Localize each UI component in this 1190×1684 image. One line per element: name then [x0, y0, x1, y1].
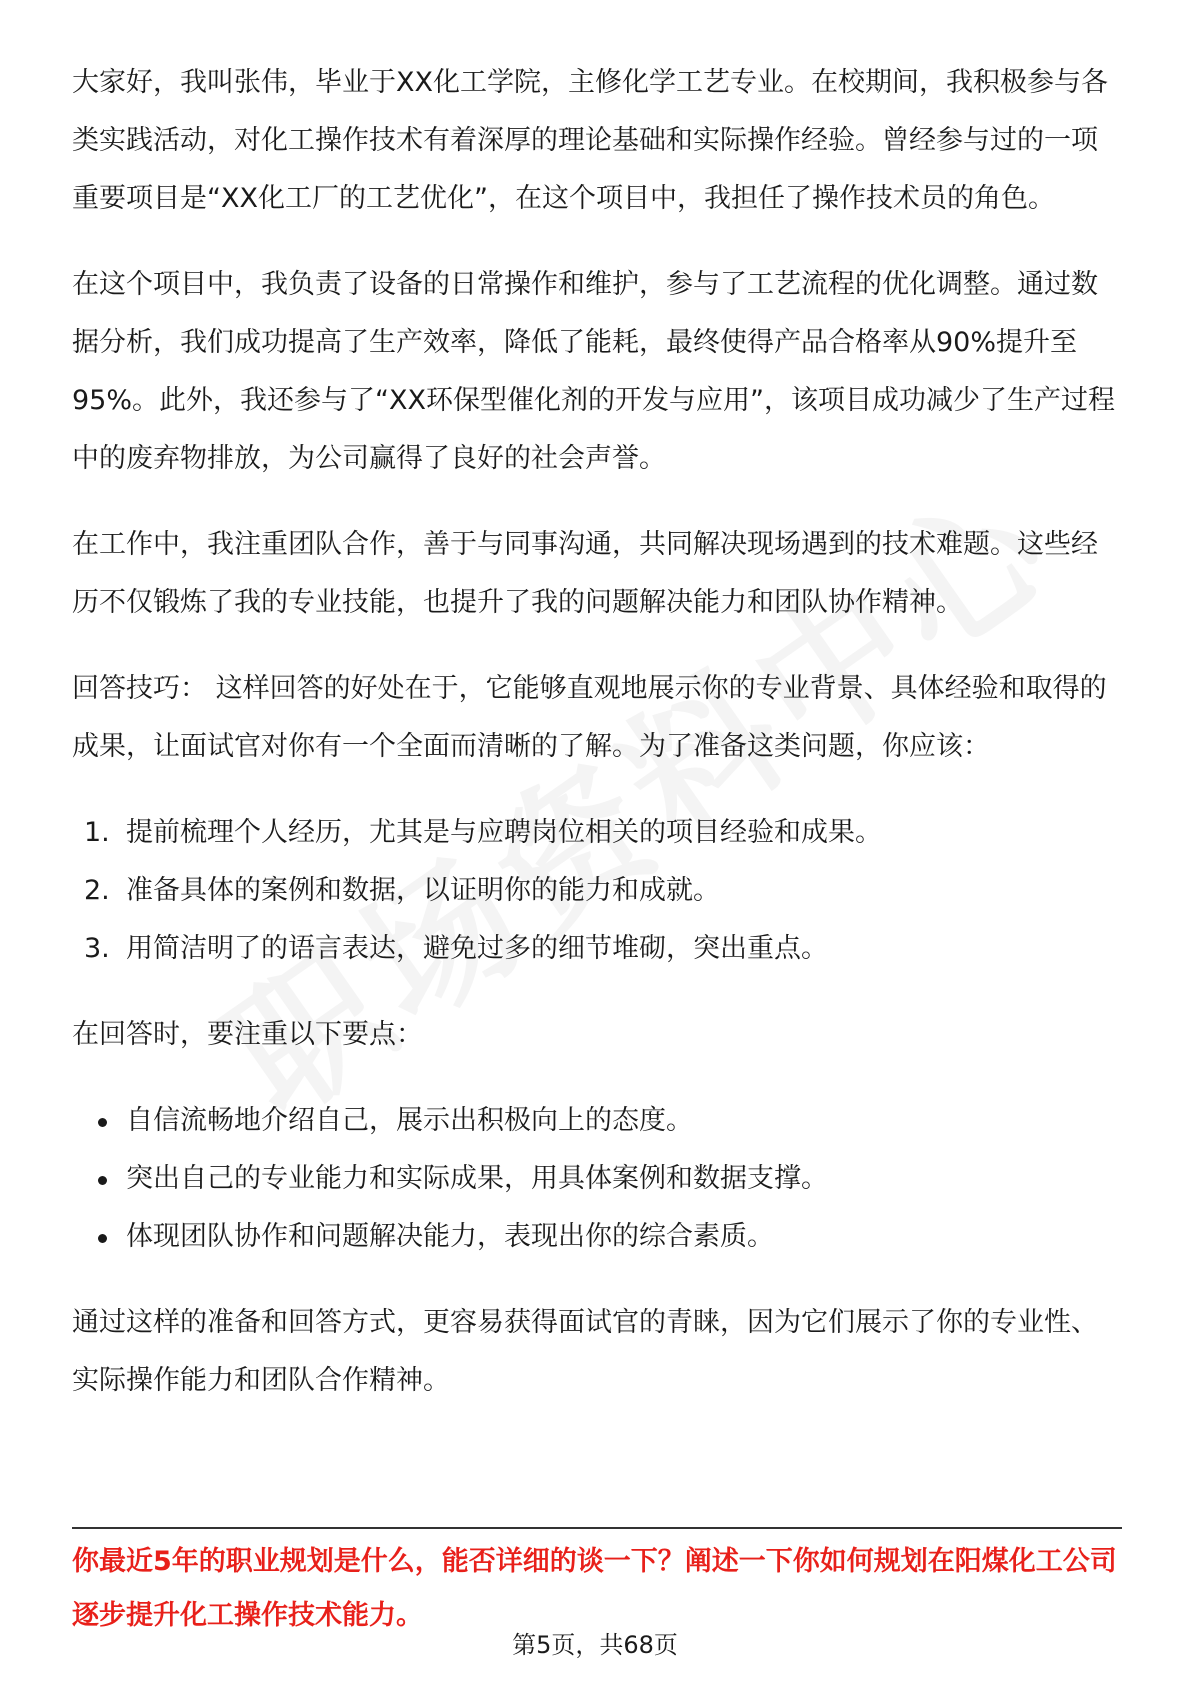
list-item	[72, 1092, 1122, 1150]
list-item	[72, 862, 1122, 920]
page-footer: 第5页，共68页	[512, 1631, 678, 1659]
list-item-text: 体现团队协作和问题解决能力，表现出你的综合素质。	[126, 1221, 774, 1252]
list-item	[72, 1150, 1122, 1208]
list-number: 1.	[84, 817, 110, 848]
list-item	[72, 804, 1122, 862]
next-question-heading: 你最近5年的职业规划是什么，能否详细的谈一下？阐述一下你如何规划在阳煤化工公司逐步提升化工操作技术能力。	[72, 1546, 1117, 1631]
bullet-icon	[98, 1118, 107, 1127]
list-item-text: 用简洁明了的语言表达，避免过多的细节堆砌，突出重点。	[126, 933, 828, 964]
paragraph-project: 在这个项目中，我负责了设备的日常操作和维护，参与了工艺流程的优化调整。通过数据分析，我们成功提高了生产效率，降低了能耗，最终使得产品合格率从90%提升至95%。此外，我还参与了“XX环保型催化剂的开发与应用”，该项目成功减少了生产过程中的废弃物排放，为公司赢得了良好的社会声誉。	[72, 269, 1115, 474]
list-number: 3.	[84, 933, 110, 964]
list-number: 2.	[84, 875, 110, 906]
paragraph-conclusion: 通过这样的准备和回答方式，更容易获得面试官的青睐，因为它们展示了你的专业性、实际操作能力和团队合作精神。	[72, 1307, 1098, 1396]
list-item-text: 提前梳理个人经历，尤其是与应聘岗位相关的项目经验和成果。	[126, 817, 882, 848]
bullet-icon	[98, 1176, 107, 1185]
bullet-icon	[98, 1234, 107, 1243]
list-item-text: 自信流畅地介绍自己，展示出积极向上的态度。	[126, 1105, 693, 1136]
preparation-list	[72, 804, 1122, 978]
list-item	[72, 1208, 1122, 1266]
list-item	[72, 920, 1122, 978]
key-points-list	[72, 1092, 1122, 1266]
list-item-text: 准备具体的案例和数据，以证明你的能力和成就。	[126, 875, 720, 906]
section-divider	[72, 1527, 1122, 1529]
list-item-text: 突出自己的专业能力和实际成果，用具体案例和数据支撑。	[126, 1163, 828, 1194]
paragraph-key-points: 在回答时，要注重以下要点：	[72, 1019, 423, 1050]
document-body	[72, 54, 1122, 1438]
paragraph-tips: 回答技巧： 这样回答的好处在于，它能够直观地展示你的专业背景、具体经验和取得的成果，让面试官对你有一个全面而清晰的了解。为了准备这类问题，你应该：	[72, 673, 1107, 762]
paragraph-teamwork: 在工作中，我注重团队合作，善于与同事沟通，共同解决现场遇到的技术难题。这些经历不仅锻炼了我的专业技能，也提升了我的问题解决能力和团队协作精神。	[72, 529, 1098, 618]
paragraph-intro: 大家好，我叫张伟，毕业于XX化工学院，主修化学工艺专业。在校期间，我积极参与各类实践活动，对化工操作技术有着深厚的理论基础和实际操作经验。曾经参与过的一项重要项目是“XX化工厂的工艺优化”，在这个项目中，我担任了操作技术员的角色。	[72, 67, 1108, 214]
